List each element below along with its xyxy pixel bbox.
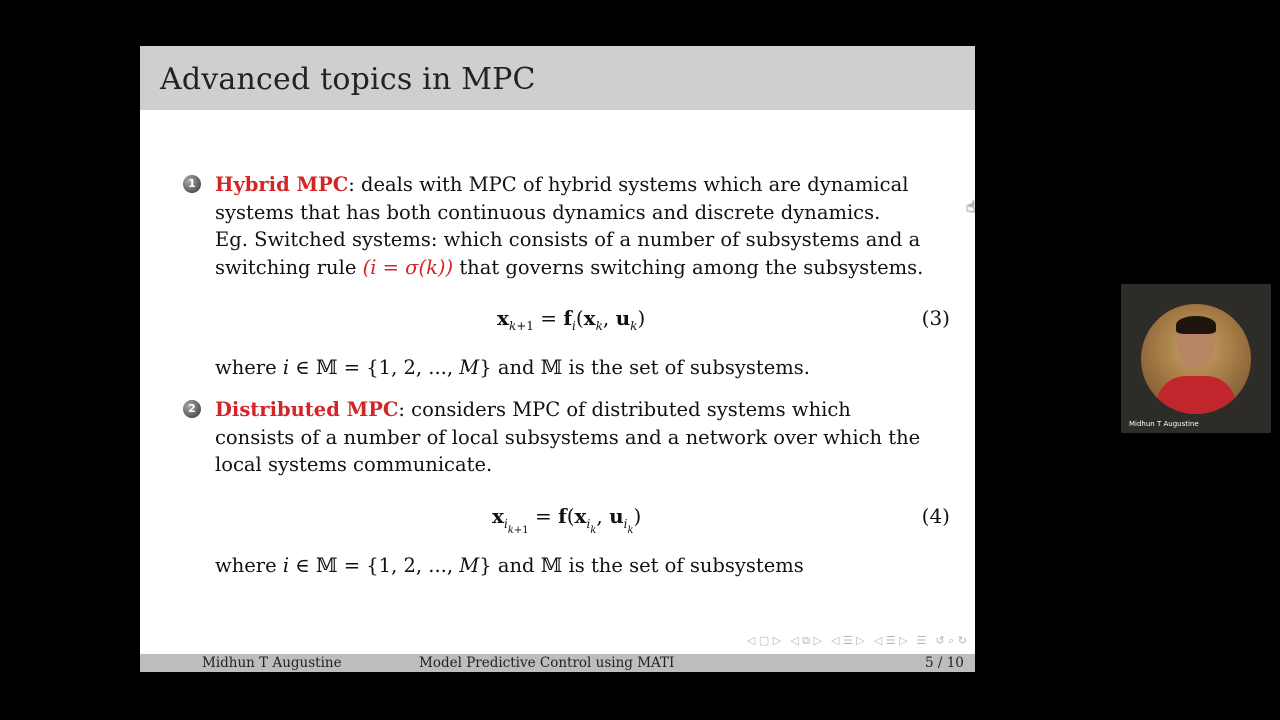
equation-number: (4): [921, 504, 950, 528]
slide-title: Advanced topics in MPC: [160, 62, 536, 97]
avatar: [1141, 304, 1251, 414]
hand-cursor-icon: ☝: [966, 197, 976, 216]
list-item-hybrid-mpc: 1 Hybrid MPC: deals with MPC of hybrid systems which are dynamical systems that has both continuous dynamics and discrete dynamics. Eg. Switched systems: which consists of a number of subsystems and a switching rule (i = σ(k)) that governs switching among the subsystems.: [215, 171, 955, 281]
footer-author: Midhun T Augustine: [202, 655, 342, 671]
slide: [140, 46, 975, 672]
footer-page-number: 5 / 10: [925, 655, 964, 671]
footer-course: Model Predictive Control using MATI: [419, 655, 675, 671]
keyword: Distributed MPC: [215, 398, 399, 421]
webcam-tile: [1121, 284, 1271, 433]
nav-frame-icon[interactable]: ◁ ▢ ▷: [746, 634, 782, 647]
person-body: [1156, 376, 1236, 414]
slide-footer: [140, 654, 975, 672]
switching-rule: (i = σ(k)): [362, 255, 454, 279]
list-item-distributed-mpc: 2 Distributed MPC: considers MPC of distributed systems which consists of a number of local subsystems and a network over which the local systems communicate.: [215, 396, 955, 479]
bullet-number: 1: [183, 175, 201, 193]
nav-outline-icon[interactable]: ☰: [916, 634, 927, 647]
equation-number: (3): [921, 306, 950, 330]
nav-subsection-icon[interactable]: ◁ ⧉ ▷: [790, 634, 822, 647]
where-line-2: where i ∈ 𝕄 = {1, 2, ..., M} and 𝕄 is the set of subsystems: [215, 554, 804, 577]
equation-body: $x_{i_{k+1}} = f(x_{i_k}$, $u_{i_k}$): [492, 504, 642, 536]
keyword: Hybrid MPC: [215, 173, 349, 196]
nav-document-icon[interactable]: ◁ ☰ ▷: [873, 634, 908, 647]
bullet-number: 2: [183, 400, 201, 418]
nav-search-icon[interactable]: ↺ ⌕ ↻: [935, 634, 967, 647]
webcam-name-label: Midhun T Augustine: [1129, 420, 1199, 428]
person-hair: [1176, 316, 1216, 334]
nav-section-icon[interactable]: ◁ ☰ ▷: [830, 634, 865, 647]
equation-body: $x_{k+1} = f_i(x_k$, $u_k$): [497, 306, 646, 333]
where-line-1: where i ∈ 𝕄 = {1, 2, ..., M} and 𝕄 is the set of subsystems.: [215, 356, 810, 379]
slide-header: [140, 46, 975, 110]
beamer-navigation: [747, 634, 967, 648]
